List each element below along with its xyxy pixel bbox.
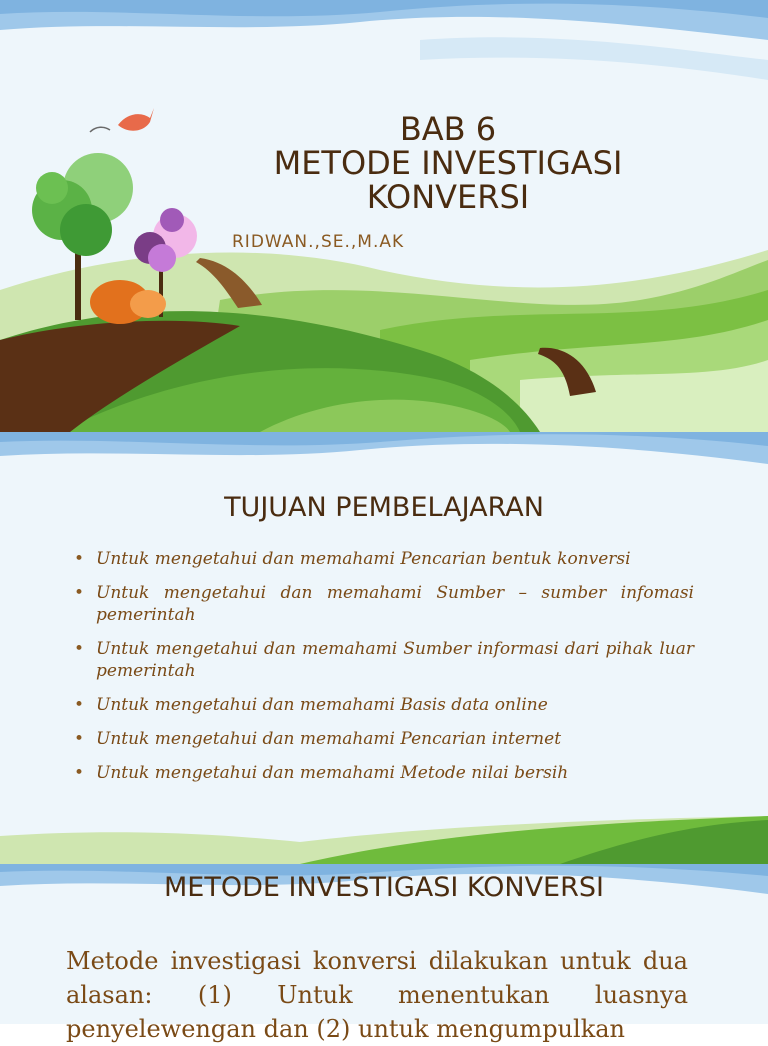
objectives-list <box>68 548 694 796</box>
section-title: TUJUAN PEMBELAJARAN <box>224 492 544 523</box>
bullet-icon: • <box>74 729 85 749</box>
list-item: • Untuk mengetahui dan memahami Pencarian internet <box>74 729 562 749</box>
list-item: • Untuk mengetahui dan memahami Sumber informasi dari pihak luar pemerintah <box>74 639 694 681</box>
list-item: • Untuk mengetahui dan memahami Sumber – sumber infomasi pemerintah <box>74 583 694 625</box>
bullet-icon: • <box>74 639 85 659</box>
list-item: • Untuk mengetahui dan memahami Pencarian bentuk konversi <box>74 549 631 569</box>
slide-title <box>0 0 768 432</box>
title-line-1: BAB 6 <box>399 110 497 148</box>
bullet-icon: • <box>74 763 85 783</box>
landscape-background <box>0 0 768 432</box>
bullet-icon: • <box>74 583 85 603</box>
title-line-2: METODE INVESTIGASI <box>273 144 623 182</box>
list-item: • Untuk mengetahui dan memahami Basis data online <box>74 695 548 715</box>
body-paragraph: Metode investigasi konversi dilakukan untuk dua alasan: (1) Untuk menentukan luasnya penyelewengan dan (2) untuk mengumpulkan <box>66 947 688 1043</box>
title-line-3: KONVERSI <box>366 178 530 216</box>
slide-objectives <box>0 432 768 864</box>
author-name: RIDWAN.,SE.,M.AK <box>232 232 405 252</box>
section-title: METODE INVESTIGASI KONVERSI <box>164 872 604 903</box>
slide-method <box>0 864 768 1043</box>
bullet-icon: • <box>74 549 85 569</box>
bullet-icon: • <box>74 695 85 715</box>
list-item: • Untuk mengetahui dan memahami Metode nilai bersih <box>74 763 569 783</box>
title-block <box>200 112 696 214</box>
